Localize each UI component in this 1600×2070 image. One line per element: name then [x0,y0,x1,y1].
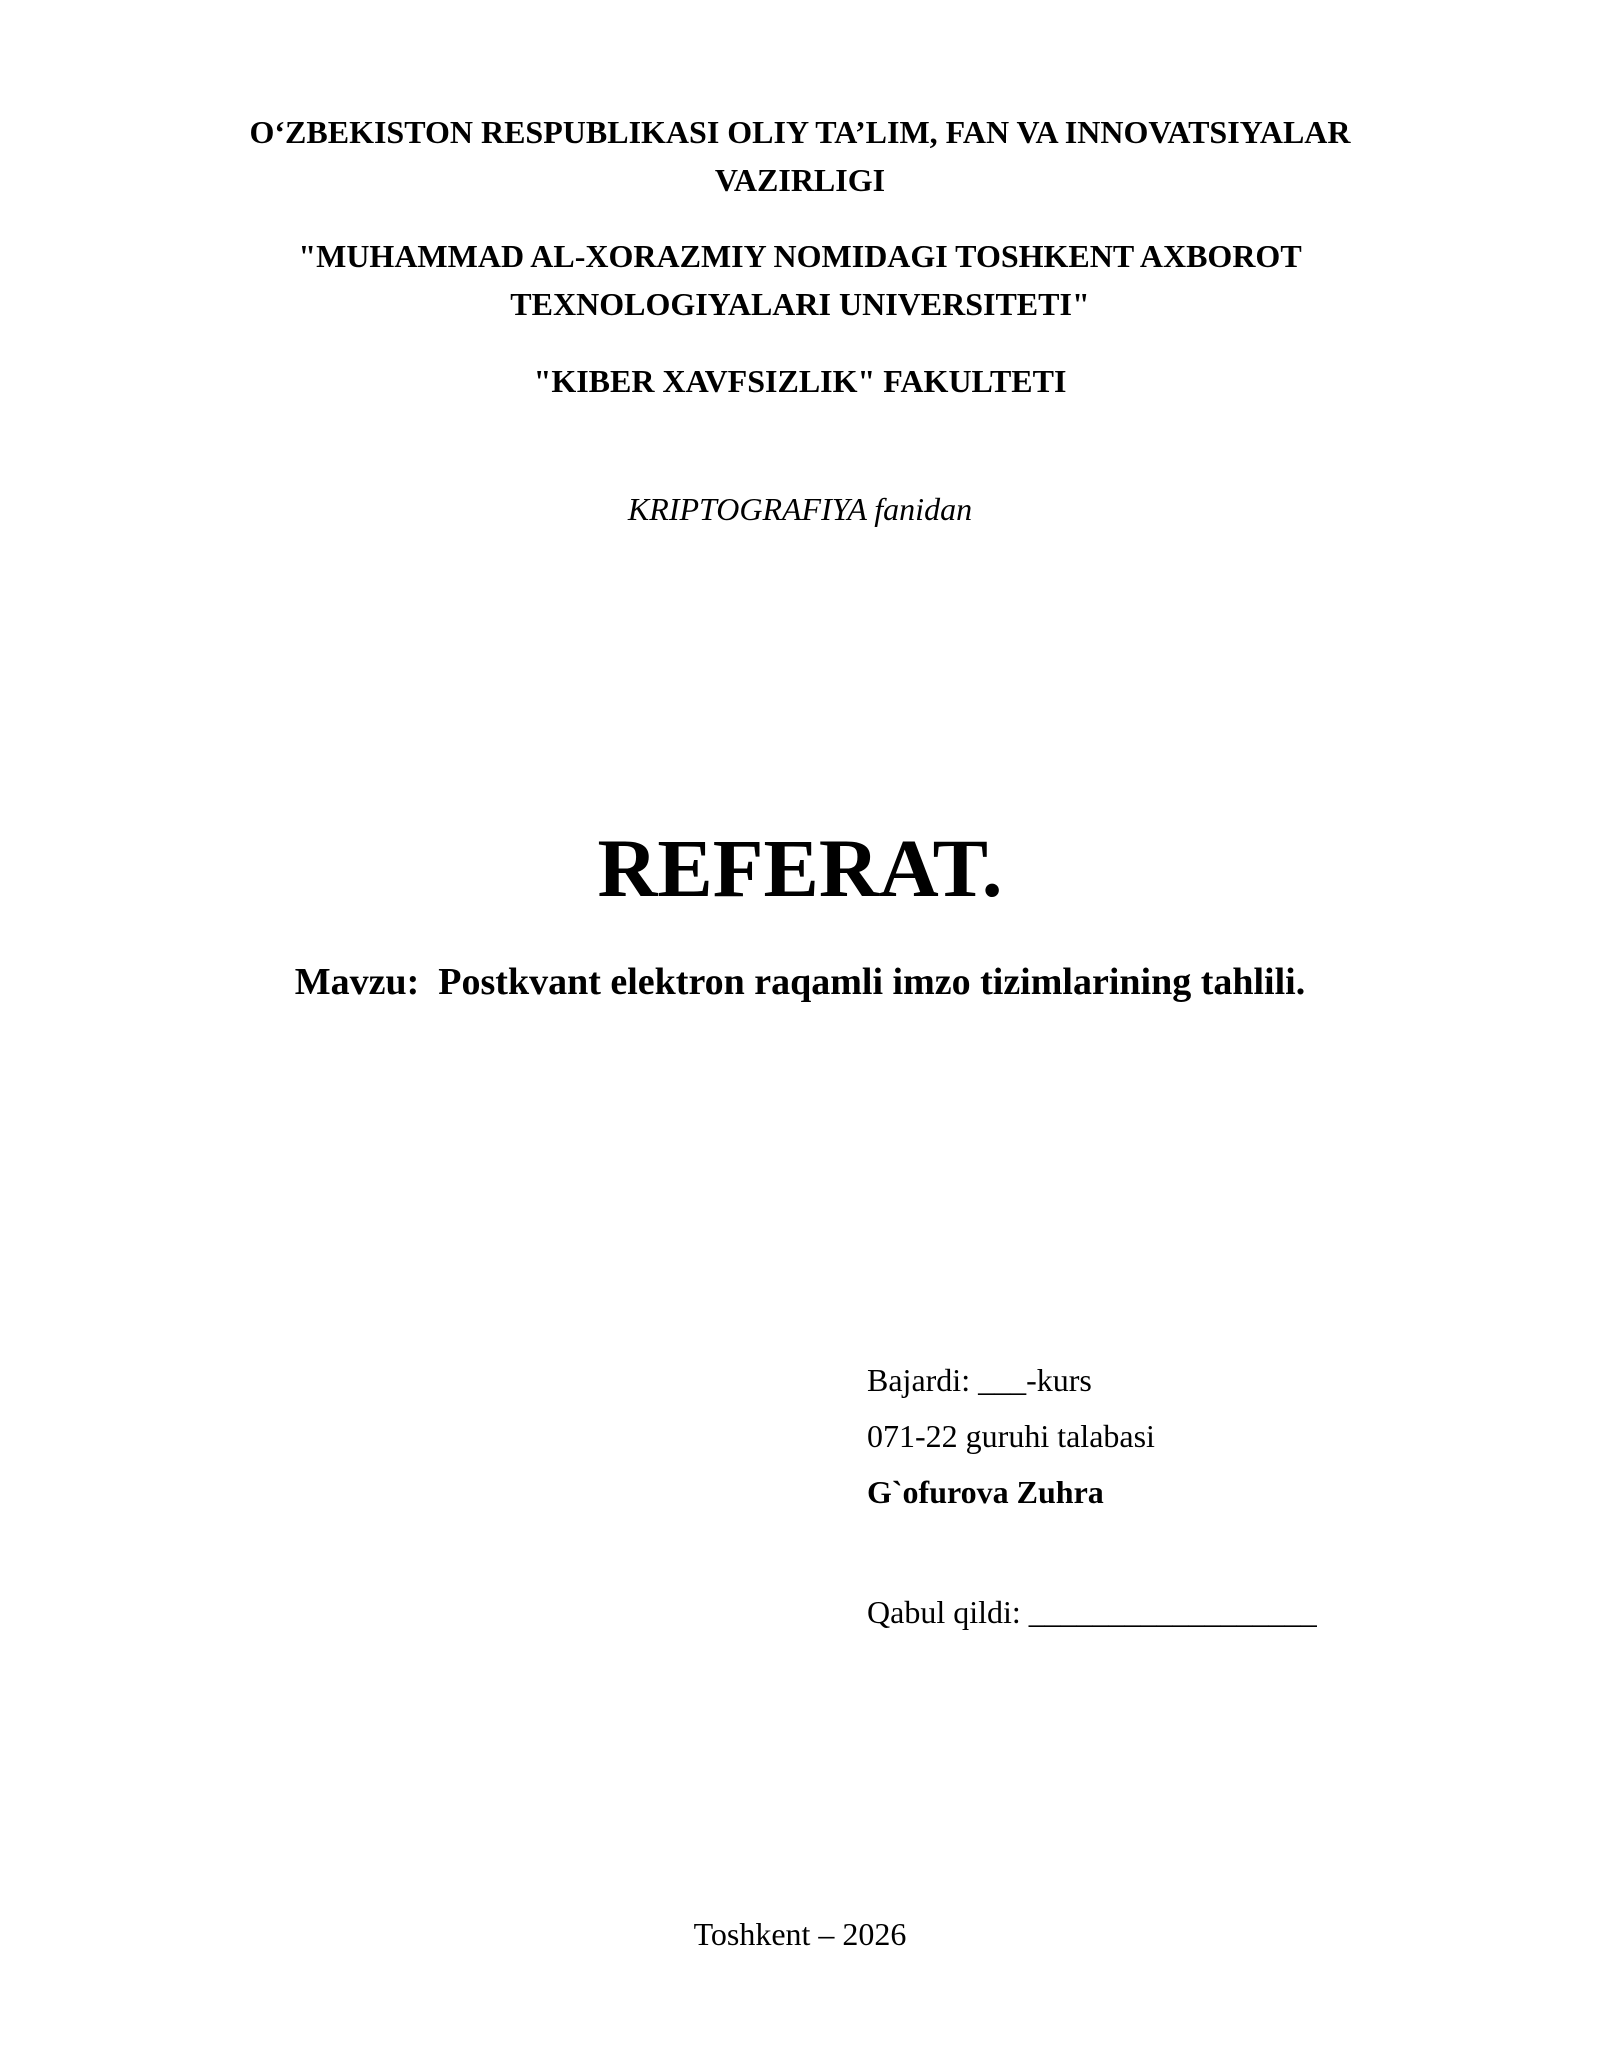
university-line-1: "MUHAMMAD AL-XORAZMIY NOMIDAGI TOSHKENT AXBOROT [298,238,1302,274]
done-by-line: Bajardi: ___-kurs [867,1362,1092,1398]
faculty-heading: "KIBER XAVFSIZLIK" FAKULTETI [533,363,1067,399]
ministry-line-2: VAZIRLIGI [714,162,886,198]
university-heading [0,232,1600,328]
topic-line: Mavzu: Postkvant elektron raqamli imzo tizimlarining tahlili. [294,961,1306,1003]
footer-city-year: Toshkent – 2026 [693,1916,907,1952]
subject-line: KRIPTOGRAFIYA fanidan [627,491,973,527]
ministry-line-1: O‘ZBEKISTON RESPUBLIKASI OLIY TA’LIM, FAN VA INNOVATSIYALAR [249,114,1351,150]
student-name: G`ofurova Zuhra [867,1474,1104,1510]
ministry-heading [0,108,1600,204]
document-title: REFERAT. [597,822,1003,914]
group-line: 071-22 guruhi talabasi [867,1418,1155,1454]
university-line-2: TEXNOLOGIYALARI UNIVERSITETI" [510,286,1090,322]
accepted-by-line: Qabul qildi: __________________ [867,1594,1317,1630]
